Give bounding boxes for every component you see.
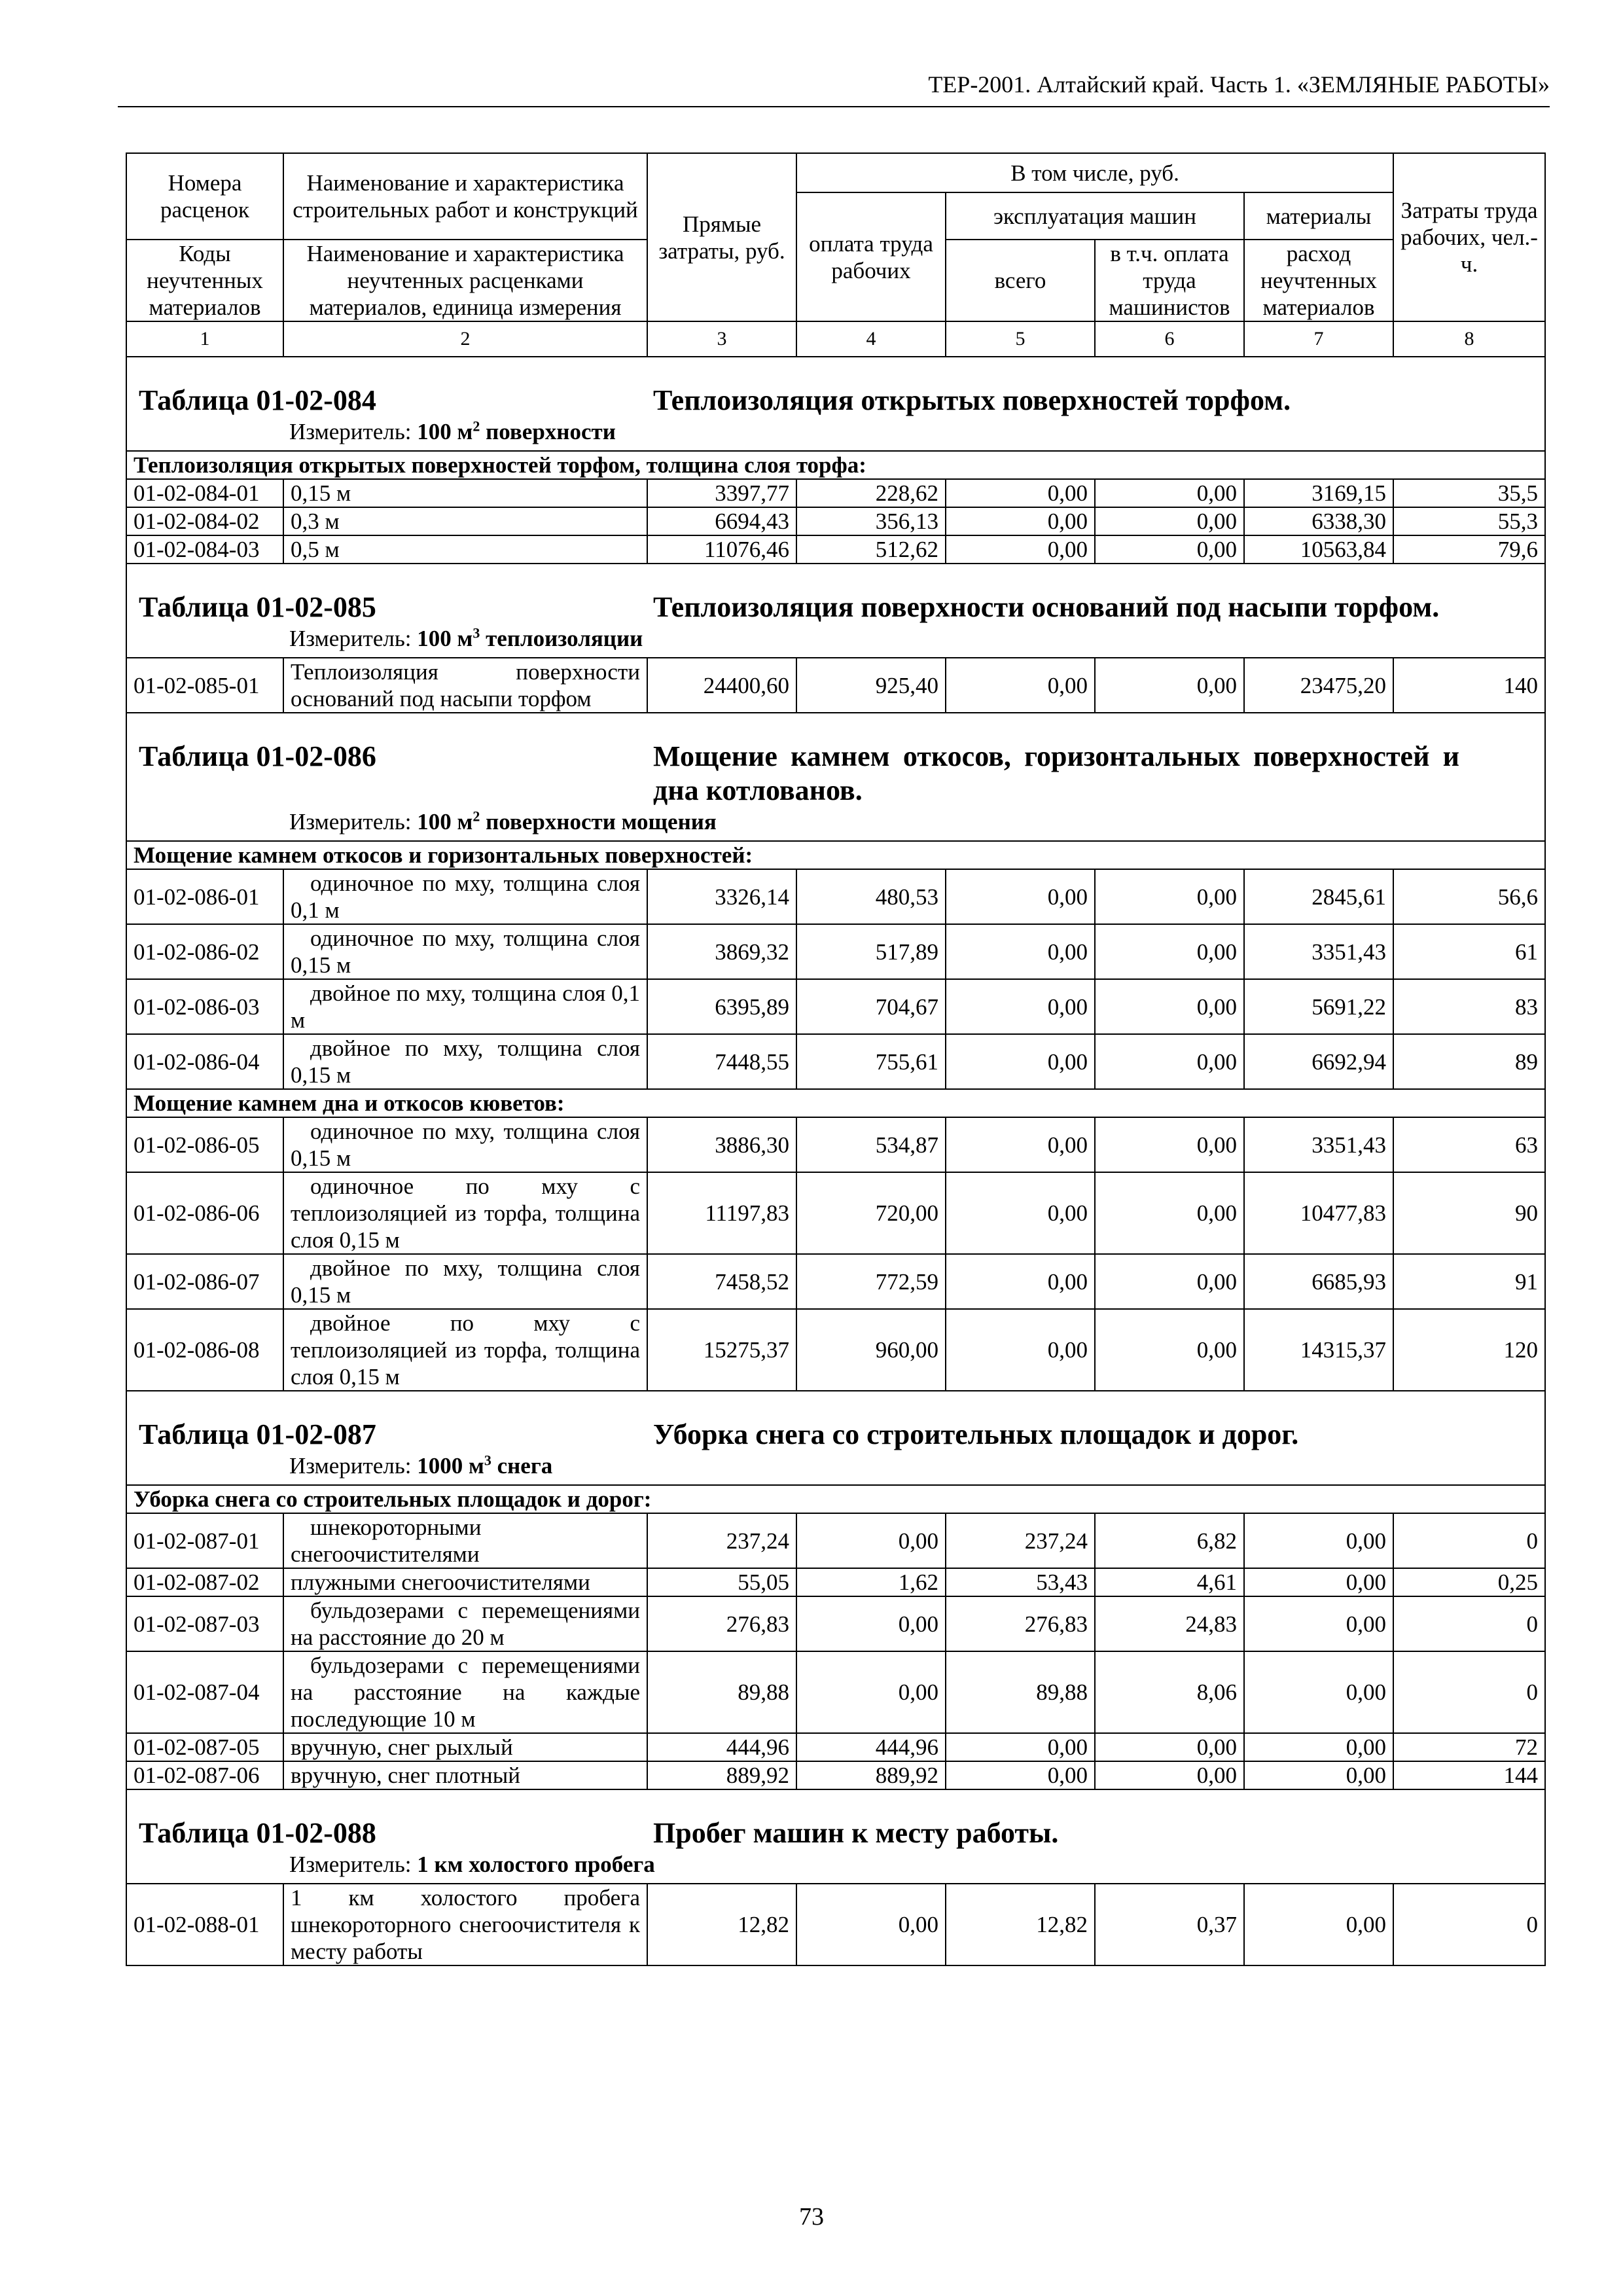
cell-labor: 0 [1393, 1513, 1545, 1568]
cell-pay: 512,62 [796, 535, 946, 564]
col-number: 5 [946, 321, 1095, 357]
measure-unit [417, 809, 717, 834]
col-number: 2 [283, 321, 647, 357]
cell-pay: 0,00 [796, 1651, 946, 1733]
rate-description: двойное по мху, толщина слоя 0,15 м [283, 1034, 647, 1089]
cell-labor: 89 [1393, 1034, 1545, 1089]
cell-materials: 10477,83 [1244, 1172, 1393, 1254]
cell-operators: 0,00 [1095, 1254, 1244, 1309]
rate-code: 01-02-086-04 [126, 1034, 283, 1089]
measure-label: Измеритель: [289, 1453, 412, 1479]
cell-labor: 144 [1393, 1761, 1545, 1789]
rate-description: бульдозерами с перемещениями на расстояние до 20 м [283, 1596, 647, 1651]
cell-materials: 0,00 [1244, 1884, 1393, 1965]
cell-direct: 6694,43 [647, 507, 796, 535]
cell-machines: 0,00 [946, 479, 1095, 507]
rate-code: 01-02-087-01 [126, 1513, 283, 1568]
col-number: 3 [647, 321, 796, 357]
cell-direct: 276,83 [647, 1596, 796, 1651]
measure-line [134, 624, 1538, 657]
cell-operators: 8,06 [1095, 1651, 1244, 1733]
table-id: Таблица 01-02-084 [139, 384, 376, 416]
group-row [126, 451, 1545, 479]
measure-rest: теплоизоляции [480, 626, 643, 651]
rate-code: 01-02-087-03 [126, 1596, 283, 1651]
rate-code: 01-02-086-07 [126, 1254, 283, 1309]
cell-materials: 6692,94 [1244, 1034, 1393, 1089]
table-title: Теплоизоляция открытых поверхностей торфом. [653, 384, 1291, 416]
table-id: Таблица 01-02-087 [139, 1418, 376, 1450]
cell-pay: 480,53 [796, 869, 946, 924]
measure-label: Измеритель: [289, 626, 412, 651]
cell-operators: 0,00 [1095, 507, 1244, 535]
cell-machines: 12,82 [946, 1884, 1095, 1965]
cell-materials: 0,00 [1244, 1568, 1393, 1596]
section-header [126, 1391, 1545, 1485]
group-row [126, 841, 1545, 869]
cell-pay: 517,89 [796, 924, 946, 979]
measure-label: Измеритель: [289, 419, 412, 444]
cell-labor: 63 [1393, 1117, 1545, 1172]
cell-machines: 0,00 [946, 507, 1095, 535]
cell-direct: 24400,60 [647, 658, 796, 713]
section-header [126, 1789, 1545, 1884]
col-header-rate-codes: Номера расценок [126, 153, 283, 240]
cell-direct: 3326,14 [647, 869, 796, 924]
cell-operators: 0,00 [1095, 979, 1244, 1034]
cell-direct: 6395,89 [647, 979, 796, 1034]
table-row [126, 507, 1545, 535]
group-row [126, 1485, 1545, 1513]
rate-code: 01-02-086-02 [126, 924, 283, 979]
section-header-row [126, 564, 1545, 658]
table-row [126, 1733, 1545, 1761]
measure-label: Измеритель: [289, 809, 412, 834]
cell-labor: 79,6 [1393, 535, 1545, 564]
rate-description: одиночное по мху, толщина слоя 0,1 м [283, 869, 647, 924]
cell-materials: 6338,30 [1244, 507, 1393, 535]
cell-pay: 0,00 [796, 1513, 946, 1568]
cell-direct: 3886,30 [647, 1117, 796, 1172]
col-number: 1 [126, 321, 283, 357]
measure-exponent: 3 [484, 1452, 491, 1469]
cell-operators: 24,83 [1095, 1596, 1244, 1651]
measure-rest: поверхности [480, 419, 616, 444]
cell-materials: 23475,20 [1244, 658, 1393, 713]
cell-labor: 0 [1393, 1651, 1545, 1733]
rate-description: шнекороторными снегоочистителями [283, 1513, 647, 1568]
table-row [126, 1568, 1545, 1596]
table-title: Теплоизоляция поверхности оснований под насыпи торфом. [653, 591, 1440, 623]
cell-pay: 720,00 [796, 1172, 946, 1254]
col-header-unaccounted-names: Наименование и характеристика неучтенных расценками материалов, единица измерения [283, 240, 647, 321]
cell-pay: 0,00 [796, 1596, 946, 1651]
section-header-row [126, 357, 1545, 451]
cell-materials: 0,00 [1244, 1651, 1393, 1733]
cell-direct: 11076,46 [647, 535, 796, 564]
cell-direct: 3869,32 [647, 924, 796, 979]
cell-materials: 0,00 [1244, 1761, 1393, 1789]
cell-pay: 755,61 [796, 1034, 946, 1089]
table-row [126, 1884, 1545, 1965]
cell-materials: 3169,15 [1244, 479, 1393, 507]
measure-value: 100 м [417, 419, 473, 444]
cell-materials: 2845,61 [1244, 869, 1393, 924]
cell-machines: 276,83 [946, 1596, 1095, 1651]
col-header-unaccounted-consumption: расход неучтенных материалов [1244, 240, 1393, 321]
cell-direct: 7448,55 [647, 1034, 796, 1089]
measure-unit [417, 1453, 552, 1479]
table-row [126, 1761, 1545, 1789]
table-row [126, 1172, 1545, 1254]
cell-pay: 356,13 [796, 507, 946, 535]
cell-materials: 3351,43 [1244, 1117, 1393, 1172]
measure-unit [417, 626, 643, 651]
group-title: Мощение камнем дна и откосов кюветов: [126, 1089, 1545, 1117]
cell-materials: 10563,84 [1244, 535, 1393, 564]
table-row [126, 658, 1545, 713]
cell-direct: 444,96 [647, 1733, 796, 1761]
cell-operators: 0,00 [1095, 924, 1244, 979]
rate-code: 01-02-087-06 [126, 1761, 283, 1789]
cell-direct: 3397,77 [647, 479, 796, 507]
cell-direct: 89,88 [647, 1651, 796, 1733]
cell-labor: 0 [1393, 1884, 1545, 1965]
col-header-work-name: Наименование и характеристика строительных работ и конструкций [283, 153, 647, 240]
rate-description: Теплоизоляция поверхности оснований под насыпи торфом [283, 658, 647, 713]
cell-labor: 35,5 [1393, 479, 1545, 507]
rate-code: 01-02-084-02 [126, 507, 283, 535]
table-heading [134, 1790, 1538, 1850]
measure-line [134, 418, 1538, 450]
cell-machines: 0,00 [946, 1034, 1095, 1089]
table-row [126, 1651, 1545, 1733]
group-title: Уборка снега со строительных площадок и дорог: [126, 1485, 1545, 1513]
cell-materials: 6685,93 [1244, 1254, 1393, 1309]
rate-code: 01-02-084-01 [126, 479, 283, 507]
cell-operators: 4,61 [1095, 1568, 1244, 1596]
table-row [126, 1309, 1545, 1391]
cell-labor: 90 [1393, 1172, 1545, 1254]
cell-machines: 0,00 [946, 869, 1095, 924]
table-title: Пробег машин к месту работы. [653, 1817, 1059, 1849]
section-header [126, 564, 1545, 658]
measure-value: 1000 м [417, 1453, 484, 1479]
table-id: Таблица 01-02-088 [139, 1817, 376, 1849]
rate-code: 01-02-086-01 [126, 869, 283, 924]
cell-operators: 0,00 [1095, 1172, 1244, 1254]
col-header-unaccounted-codes: Коды неучтенных материалов [126, 240, 283, 321]
group-row [126, 1089, 1545, 1117]
rate-description: одиночное по мху с теплоизоляцией из торфа, толщина слоя 0,15 м [283, 1172, 647, 1254]
measure-rest: снега [491, 1453, 553, 1479]
group-title: Мощение камнем откосов и горизонтальных поверхностей: [126, 841, 1545, 869]
rate-code: 01-02-088-01 [126, 1884, 283, 1965]
cell-labor: 55,3 [1393, 507, 1545, 535]
table-row [126, 535, 1545, 564]
section-header-row [126, 1391, 1545, 1485]
cell-labor: 56,6 [1393, 869, 1545, 924]
cell-pay: 228,62 [796, 479, 946, 507]
measure-line [134, 1850, 1538, 1883]
measure-value: 100 м [417, 626, 473, 651]
cell-pay: 772,59 [796, 1254, 946, 1309]
rate-description: одиночное по мху, толщина слоя 0,15 м [283, 1117, 647, 1172]
col-number: 8 [1393, 321, 1545, 357]
cell-pay: 444,96 [796, 1733, 946, 1761]
measure-exponent: 2 [473, 418, 480, 435]
cell-operators: 0,00 [1095, 869, 1244, 924]
cell-direct: 7458,52 [647, 1254, 796, 1309]
col-header-direct-costs: Прямые затраты, руб. [647, 153, 796, 321]
cell-operators: 0,00 [1095, 1034, 1244, 1089]
table-row [126, 979, 1545, 1034]
measure-unit [417, 419, 616, 444]
rate-code: 01-02-087-04 [126, 1651, 283, 1733]
measure-line [134, 808, 1538, 840]
cell-machines: 0,00 [946, 1761, 1095, 1789]
table-heading [134, 713, 1538, 808]
rate-code: 01-02-085-01 [126, 658, 283, 713]
cell-operators: 0,00 [1095, 1117, 1244, 1172]
cell-direct: 889,92 [647, 1761, 796, 1789]
cell-machines: 0,00 [946, 1117, 1095, 1172]
cell-operators: 0,37 [1095, 1884, 1244, 1965]
section-header-row [126, 1789, 1545, 1884]
cell-machines: 0,00 [946, 924, 1095, 979]
measure-exponent: 3 [473, 624, 480, 641]
measure-exponent: 2 [473, 808, 480, 825]
rate-description: 0,5 м [283, 535, 647, 564]
cell-materials: 3351,43 [1244, 924, 1393, 979]
cell-direct: 237,24 [647, 1513, 796, 1568]
cell-direct: 12,82 [647, 1884, 796, 1965]
col-header-labor-pay: оплата труда рабочих [796, 192, 946, 321]
rates-table [126, 152, 1546, 1966]
group-title: Теплоизоляция открытых поверхностей торфом, толщина слоя торфа: [126, 451, 1545, 479]
measure-value: 100 м [417, 809, 473, 834]
rate-description: двойное по мху с теплоизоляцией из торфа, толщина слоя 0,15 м [283, 1309, 647, 1391]
rate-description: бульдозерами с перемещениями на расстояние на каждые последующие 10 м [283, 1651, 647, 1733]
cell-machines: 0,00 [946, 979, 1095, 1034]
col-number: 7 [1244, 321, 1393, 357]
cell-machines: 0,00 [946, 1309, 1095, 1391]
col-header-machine-ops: эксплуатация машин [946, 192, 1244, 240]
rate-description: вручную, снег рыхлый [283, 1733, 647, 1761]
table-heading [134, 1391, 1538, 1452]
measure-unit [417, 1852, 654, 1877]
cell-operators: 6,82 [1095, 1513, 1244, 1568]
cell-labor: 91 [1393, 1254, 1545, 1309]
cell-labor: 61 [1393, 924, 1545, 979]
cell-operators: 0,00 [1095, 479, 1244, 507]
running-header: ТЕР-2001. Алтайский край. Часть 1. «ЗЕМЛЯНЫЕ РАБОТЫ» [118, 71, 1550, 107]
cell-machines: 237,24 [946, 1513, 1095, 1568]
cell-operators: 0,00 [1095, 1761, 1244, 1789]
col-header-materials: материалы [1244, 192, 1393, 240]
col-number: 6 [1095, 321, 1244, 357]
cell-pay: 704,67 [796, 979, 946, 1034]
rate-description: вручную, снег плотный [283, 1761, 647, 1789]
table-heading [134, 357, 1538, 418]
cell-pay: 960,00 [796, 1309, 946, 1391]
rate-description: 0,3 м [283, 507, 647, 535]
cell-machines: 0,00 [946, 1254, 1095, 1309]
table-heading [134, 564, 1538, 624]
cell-materials: 14315,37 [1244, 1309, 1393, 1391]
cell-labor: 140 [1393, 658, 1545, 713]
table-id: Таблица 01-02-085 [139, 591, 376, 623]
table-id: Таблица 01-02-086 [139, 740, 376, 772]
table-row [126, 1117, 1545, 1172]
cell-direct: 11197,83 [647, 1172, 796, 1254]
rate-code: 01-02-087-02 [126, 1568, 283, 1596]
cell-machines: 89,88 [946, 1651, 1095, 1733]
measure-value: 1 км холостого пробега [417, 1852, 655, 1877]
cell-operators: 0,00 [1095, 535, 1244, 564]
table-row [126, 869, 1545, 924]
cell-operators: 0,00 [1095, 658, 1244, 713]
table-row [126, 924, 1545, 979]
cell-labor: 120 [1393, 1309, 1545, 1391]
cell-materials: 0,00 [1244, 1513, 1393, 1568]
rate-description: одиночное по мху, толщина слоя 0,15 м [283, 924, 647, 979]
cell-materials: 0,00 [1244, 1596, 1393, 1651]
rate-description: плужными снегоочистителями [283, 1568, 647, 1596]
rate-code: 01-02-086-05 [126, 1117, 283, 1172]
rate-code: 01-02-086-03 [126, 979, 283, 1034]
cell-direct: 55,05 [647, 1568, 796, 1596]
rate-code: 01-02-086-08 [126, 1309, 283, 1391]
cell-labor: 83 [1393, 979, 1545, 1034]
table-title: Уборка снега со строительных площадок и дорог. [653, 1418, 1299, 1450]
measure-label: Измеритель: [289, 1852, 412, 1877]
cell-pay: 0,00 [796, 1884, 946, 1965]
rate-description: двойное по мху, толщина слоя 0,15 м [283, 1254, 647, 1309]
cell-machines: 0,00 [946, 1172, 1095, 1254]
cell-labor: 72 [1393, 1733, 1545, 1761]
col-header-labor-costs: Затраты труда рабочих, чел.-ч. [1393, 153, 1545, 321]
cell-machines: 0,00 [946, 535, 1095, 564]
cell-materials: 5691,22 [1244, 979, 1393, 1034]
cell-pay: 925,40 [796, 658, 946, 713]
cell-machines: 0,00 [946, 658, 1095, 713]
table-row [126, 1596, 1545, 1651]
table-row [126, 1034, 1545, 1089]
cell-pay: 1,62 [796, 1568, 946, 1596]
rate-code: 01-02-084-03 [126, 535, 283, 564]
table-title: Мощение камнем откосов, горизонтальных поверхностей и дна котлованов. [653, 740, 1460, 806]
cell-materials: 0,00 [1244, 1733, 1393, 1761]
cell-operators: 0,00 [1095, 1733, 1244, 1761]
rate-code: 01-02-087-05 [126, 1733, 283, 1761]
cell-labor: 0 [1393, 1596, 1545, 1651]
col-header-total: всего [946, 240, 1095, 321]
section-header [126, 713, 1545, 841]
measure-rest: поверхности мощения [480, 809, 717, 834]
rate-code: 01-02-086-06 [126, 1172, 283, 1254]
cell-operators: 0,00 [1095, 1309, 1244, 1391]
table-row [126, 479, 1545, 507]
section-header-row [126, 713, 1545, 841]
section-header [126, 357, 1545, 451]
rate-description: двойное по мху, толщина слоя 0,1 м [283, 979, 647, 1034]
measure-line [134, 1452, 1538, 1484]
cell-machines: 53,43 [946, 1568, 1095, 1596]
rate-description: 0,15 м [283, 479, 647, 507]
cell-pay: 889,92 [796, 1761, 946, 1789]
col-header-including: В том числе, руб. [796, 153, 1393, 192]
cell-labor: 0,25 [1393, 1568, 1545, 1596]
col-number: 4 [796, 321, 946, 357]
col-header-incl-operators: в т.ч. оплата труда машинистов [1095, 240, 1244, 321]
table-row [126, 1513, 1545, 1568]
page-number: 73 [799, 2203, 824, 2231]
cell-direct: 15275,37 [647, 1309, 796, 1391]
cell-pay: 534,87 [796, 1117, 946, 1172]
rate-description: 1 км холостого пробега шнекороторного снегоочистителя к месту работы [283, 1884, 647, 1965]
table-row [126, 1254, 1545, 1309]
cell-machines: 0,00 [946, 1733, 1095, 1761]
